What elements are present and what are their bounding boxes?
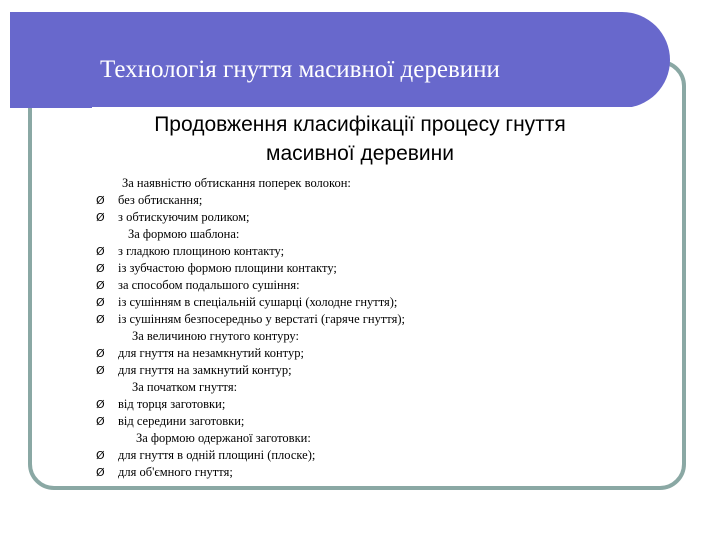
list-item-text: За початком гнуття: [132, 380, 238, 394]
list-heading [96, 226, 656, 243]
list-item-text: для об'ємного гнуття; [118, 465, 233, 479]
list-item-text: За формою шаблона: [128, 227, 240, 241]
list-heading [96, 328, 656, 345]
title-underline [92, 107, 648, 109]
list-item [96, 311, 656, 328]
arrow-bullet-icon: Ø [96, 245, 105, 258]
list-item-text: із сушінням в спеціальній сушарці (холодне гнуття); [118, 295, 398, 309]
list-item-text: За наявністю обтискання поперек волокон: [122, 176, 351, 190]
classification-list [96, 175, 656, 481]
list-item [96, 447, 656, 464]
list-item [96, 396, 656, 413]
arrow-bullet-icon: Ø [96, 194, 105, 207]
list-heading [96, 175, 656, 192]
list-item [96, 277, 656, 294]
list-item [96, 345, 656, 362]
list-item [96, 413, 656, 430]
arrow-bullet-icon: Ø [96, 262, 105, 275]
list-item-text: За величиною гнутого контуру: [132, 329, 299, 343]
arrow-bullet-icon: Ø [96, 313, 105, 326]
list-item-text: від середини заготовки; [118, 414, 245, 428]
arrow-bullet-icon: Ø [96, 279, 105, 292]
list-item-text: із зубчастою формою площини контакту; [118, 261, 337, 275]
arrow-bullet-icon: Ø [96, 415, 105, 428]
list-item-text: з гладкою площиною контакту; [118, 244, 285, 258]
list-item-text: для гнуття на незамкнутий контур; [118, 346, 304, 360]
arrow-bullet-icon: Ø [96, 449, 105, 462]
list-heading [96, 430, 656, 447]
arrow-bullet-icon: Ø [96, 296, 105, 309]
list-item-text: без обтискання; [118, 193, 203, 207]
list-item [96, 260, 656, 277]
subtitle-line-1: Продовження класифікації процесу гнуття [154, 113, 566, 136]
list-item [96, 464, 656, 481]
list-item [96, 243, 656, 260]
list-item [96, 294, 656, 311]
slide-title: Технологія гнуття масивної деревини [100, 56, 500, 83]
list-item-text: для гнуття в одній площині (плоске); [118, 448, 316, 462]
arrow-bullet-icon: Ø [96, 466, 105, 479]
list-item [96, 209, 656, 226]
title-bar [10, 12, 670, 108]
list-item-text: за способом подальшого сушіння: [118, 278, 300, 292]
list-item [96, 192, 656, 209]
list-item-text: від торця заготовки; [118, 397, 226, 411]
subtitle-line-2: масивної деревини [266, 142, 454, 165]
arrow-bullet-icon: Ø [96, 398, 105, 411]
list-item-text: із сушінням безпосередньо у верстаті (гаряче гнуття); [118, 312, 405, 326]
list-item-text: з обтискуючим роликом; [118, 210, 250, 224]
list-heading [96, 379, 656, 396]
list-item [96, 362, 656, 379]
slide-subtitle [80, 110, 640, 168]
arrow-bullet-icon: Ø [96, 364, 105, 377]
arrow-bullet-icon: Ø [96, 347, 105, 360]
list-item-text: За формою одержаної заготовки: [136, 431, 311, 445]
list-item-text: для гнуття на замкнутий контур; [118, 363, 292, 377]
arrow-bullet-icon: Ø [96, 211, 105, 224]
